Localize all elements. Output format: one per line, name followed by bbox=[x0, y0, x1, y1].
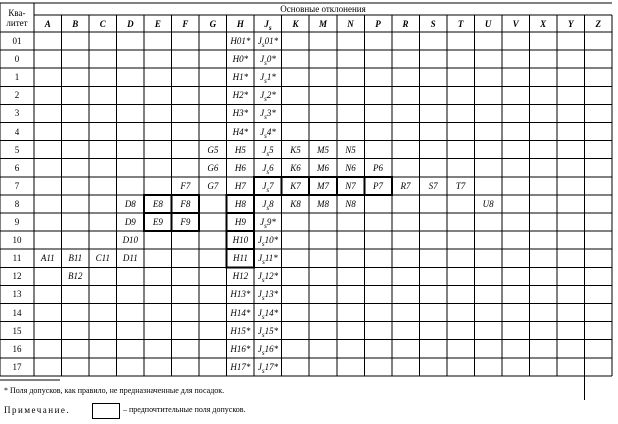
tolerance-cell: $J_s6$ bbox=[262, 162, 274, 176]
tolerance-cell: S7 bbox=[428, 180, 438, 191]
column-header: F bbox=[182, 19, 189, 29]
tolerance-cell: $J_s10*$ bbox=[257, 235, 279, 248]
tolerance-cell: H12 bbox=[232, 271, 249, 282]
tolerance-cell: G5 bbox=[207, 144, 219, 155]
tolerance-cell: A11 bbox=[40, 253, 55, 264]
column-header: M bbox=[318, 19, 327, 29]
column-header: Z bbox=[595, 19, 601, 29]
tolerance-cell: K8 bbox=[290, 198, 301, 209]
tolerance-cell: $J_s3*$ bbox=[260, 108, 276, 122]
row-label: 12 bbox=[12, 271, 22, 282]
tolerance-cell: E9 bbox=[152, 217, 163, 227]
tolerance-cell: B12 bbox=[68, 271, 83, 282]
tolerance-cell: $J_s4*$ bbox=[260, 126, 276, 140]
tolerance-cell: M6 bbox=[316, 162, 329, 173]
tolerance-cell: $J_s8$ bbox=[262, 198, 274, 212]
tolerance-cell: $J_s01*$ bbox=[257, 36, 279, 49]
tolerance-cell: H10 bbox=[232, 235, 249, 246]
column-header: K bbox=[292, 19, 299, 29]
column-header: S bbox=[430, 19, 436, 29]
column-header: D bbox=[127, 19, 134, 29]
tolerance-cell: D8 bbox=[124, 198, 136, 209]
tolerance-cell: N7 bbox=[345, 180, 356, 191]
tolerance-cell: F9 bbox=[180, 217, 191, 227]
tolerance-cell: H1* bbox=[232, 72, 249, 83]
tolerance-cell: $J_s11*$ bbox=[258, 253, 278, 266]
row-label: 3 bbox=[14, 108, 20, 119]
tolerance-cell: $J_s0*$ bbox=[260, 54, 276, 67]
note-label: Примечание. bbox=[4, 405, 71, 415]
row-label: 1 bbox=[14, 72, 20, 83]
tolerance-cell: U8 bbox=[482, 198, 494, 209]
kvalitet-header bbox=[0, 8, 34, 28]
tolerance-cell: H7 bbox=[234, 180, 246, 191]
footnote: * Поля допусков, как правило, не предназначенные для посадок. bbox=[4, 386, 225, 395]
tolerance-cell: $J_s16*$ bbox=[257, 343, 279, 357]
tolerance-cell: P7 bbox=[373, 180, 384, 191]
tolerance-cell: H01* bbox=[230, 36, 251, 46]
tolerance-cell: R7 bbox=[400, 180, 411, 191]
row-label: 9 bbox=[14, 217, 20, 227]
row-label: 17 bbox=[12, 361, 22, 372]
note-text: – предпочтительные поля допусков. bbox=[123, 405, 246, 414]
tolerance-cell: C11 bbox=[95, 253, 110, 264]
tolerance-cell: H5 bbox=[234, 144, 246, 155]
tolerance-cell: P6 bbox=[373, 162, 384, 173]
row-label: 4 bbox=[14, 126, 20, 137]
tolerance-cell: $J_s9*$ bbox=[260, 217, 276, 230]
row-label: 10 bbox=[12, 235, 22, 246]
column-header: T bbox=[457, 19, 464, 29]
row-label: 11 bbox=[12, 253, 22, 264]
tolerance-cell: F7 bbox=[180, 180, 191, 191]
tolerance-cell: K5 bbox=[290, 144, 301, 155]
column-header: Y bbox=[567, 19, 574, 29]
tolerance-cell: H16* bbox=[230, 343, 251, 354]
tolerance-cell: $J_s13*$ bbox=[257, 289, 279, 303]
row-label: 7 bbox=[14, 180, 20, 191]
tolerance-cell: N6 bbox=[345, 162, 356, 173]
tolerance-cell: H3* bbox=[232, 108, 249, 119]
tolerance-cell: T7 bbox=[455, 180, 466, 191]
tolerance-cell: M8 bbox=[316, 198, 329, 209]
column-header: B bbox=[72, 19, 79, 29]
column-header: $J_s$ bbox=[264, 19, 272, 32]
tolerance-cell: H17* bbox=[230, 361, 251, 372]
tolerance-cell: N8 bbox=[345, 198, 356, 209]
column-header: A bbox=[44, 19, 51, 29]
tolerance-cell: H8 bbox=[234, 198, 246, 209]
tolerance-cell: G6 bbox=[207, 162, 219, 173]
tolerance-cell: H14* bbox=[230, 307, 251, 318]
tolerance-cell: H13* bbox=[230, 289, 251, 300]
row-label: 16 bbox=[12, 343, 22, 354]
tolerance-cell: F8 bbox=[180, 198, 191, 209]
tolerance-cell: H9 bbox=[234, 217, 246, 227]
row-label: 15 bbox=[12, 325, 22, 336]
row-label: 2 bbox=[14, 90, 20, 101]
tolerance-cell: D9 bbox=[124, 217, 136, 227]
tolerance-cell: $J_s7$ bbox=[262, 180, 274, 194]
tolerance-cell: $J_s14*$ bbox=[257, 307, 279, 321]
column-header: U bbox=[484, 19, 492, 29]
tolerance-cell: H0* bbox=[232, 54, 249, 65]
preferred-field-legend-box bbox=[92, 403, 120, 419]
row-label: 0 bbox=[14, 54, 20, 65]
tolerance-cell: $J_s15*$ bbox=[257, 325, 279, 339]
column-header: X bbox=[540, 19, 547, 29]
tolerance-cell: M7 bbox=[316, 180, 329, 191]
tolerance-cell: $J_s17*$ bbox=[257, 361, 279, 375]
row-label: 14 bbox=[12, 307, 22, 318]
tolerance-cell: G7 bbox=[207, 180, 219, 191]
tolerance-cell: $J_s2*$ bbox=[260, 90, 276, 104]
column-header: E bbox=[154, 19, 161, 29]
tolerance-cell: H15* bbox=[230, 325, 251, 336]
column-header: P bbox=[375, 19, 381, 29]
deviations-group-title: Основные отклонения bbox=[280, 4, 366, 14]
tolerance-cell: K7 bbox=[290, 180, 301, 191]
column-header: N bbox=[347, 19, 354, 29]
kvalitet-header-line2: литет bbox=[6, 18, 28, 28]
column-header: R bbox=[402, 19, 409, 29]
row-label: 01 bbox=[12, 36, 22, 46]
row-label: 5 bbox=[14, 144, 20, 155]
tolerance-cell: $J_s5$ bbox=[262, 144, 274, 158]
column-header: V bbox=[512, 19, 519, 29]
kvalitet-header-line1: Ква- bbox=[8, 8, 26, 18]
tolerance-cell: $J_s12*$ bbox=[257, 271, 279, 285]
tolerance-cell: H11 bbox=[232, 253, 248, 264]
column-header: C bbox=[99, 19, 106, 29]
row-label: 8 bbox=[14, 198, 20, 209]
column-header: H bbox=[236, 19, 244, 29]
row-label: 6 bbox=[14, 162, 20, 173]
tolerance-cell: D11 bbox=[122, 253, 138, 264]
tolerance-cell: K6 bbox=[290, 162, 301, 173]
tolerance-cell: H6 bbox=[234, 162, 246, 173]
tolerance-cell: H2* bbox=[232, 90, 249, 101]
column-header: G bbox=[209, 19, 217, 29]
tolerance-cell: M5 bbox=[316, 144, 329, 155]
tolerance-cell: H4* bbox=[232, 126, 249, 137]
tolerance-cell: E8 bbox=[152, 198, 163, 209]
tolerance-cell: $J_s1*$ bbox=[260, 72, 276, 85]
tolerance-cell: B11 bbox=[68, 253, 83, 264]
row-label: 13 bbox=[12, 289, 22, 300]
tolerance-cell: D10 bbox=[122, 235, 139, 246]
tolerance-cell: N5 bbox=[345, 144, 356, 155]
